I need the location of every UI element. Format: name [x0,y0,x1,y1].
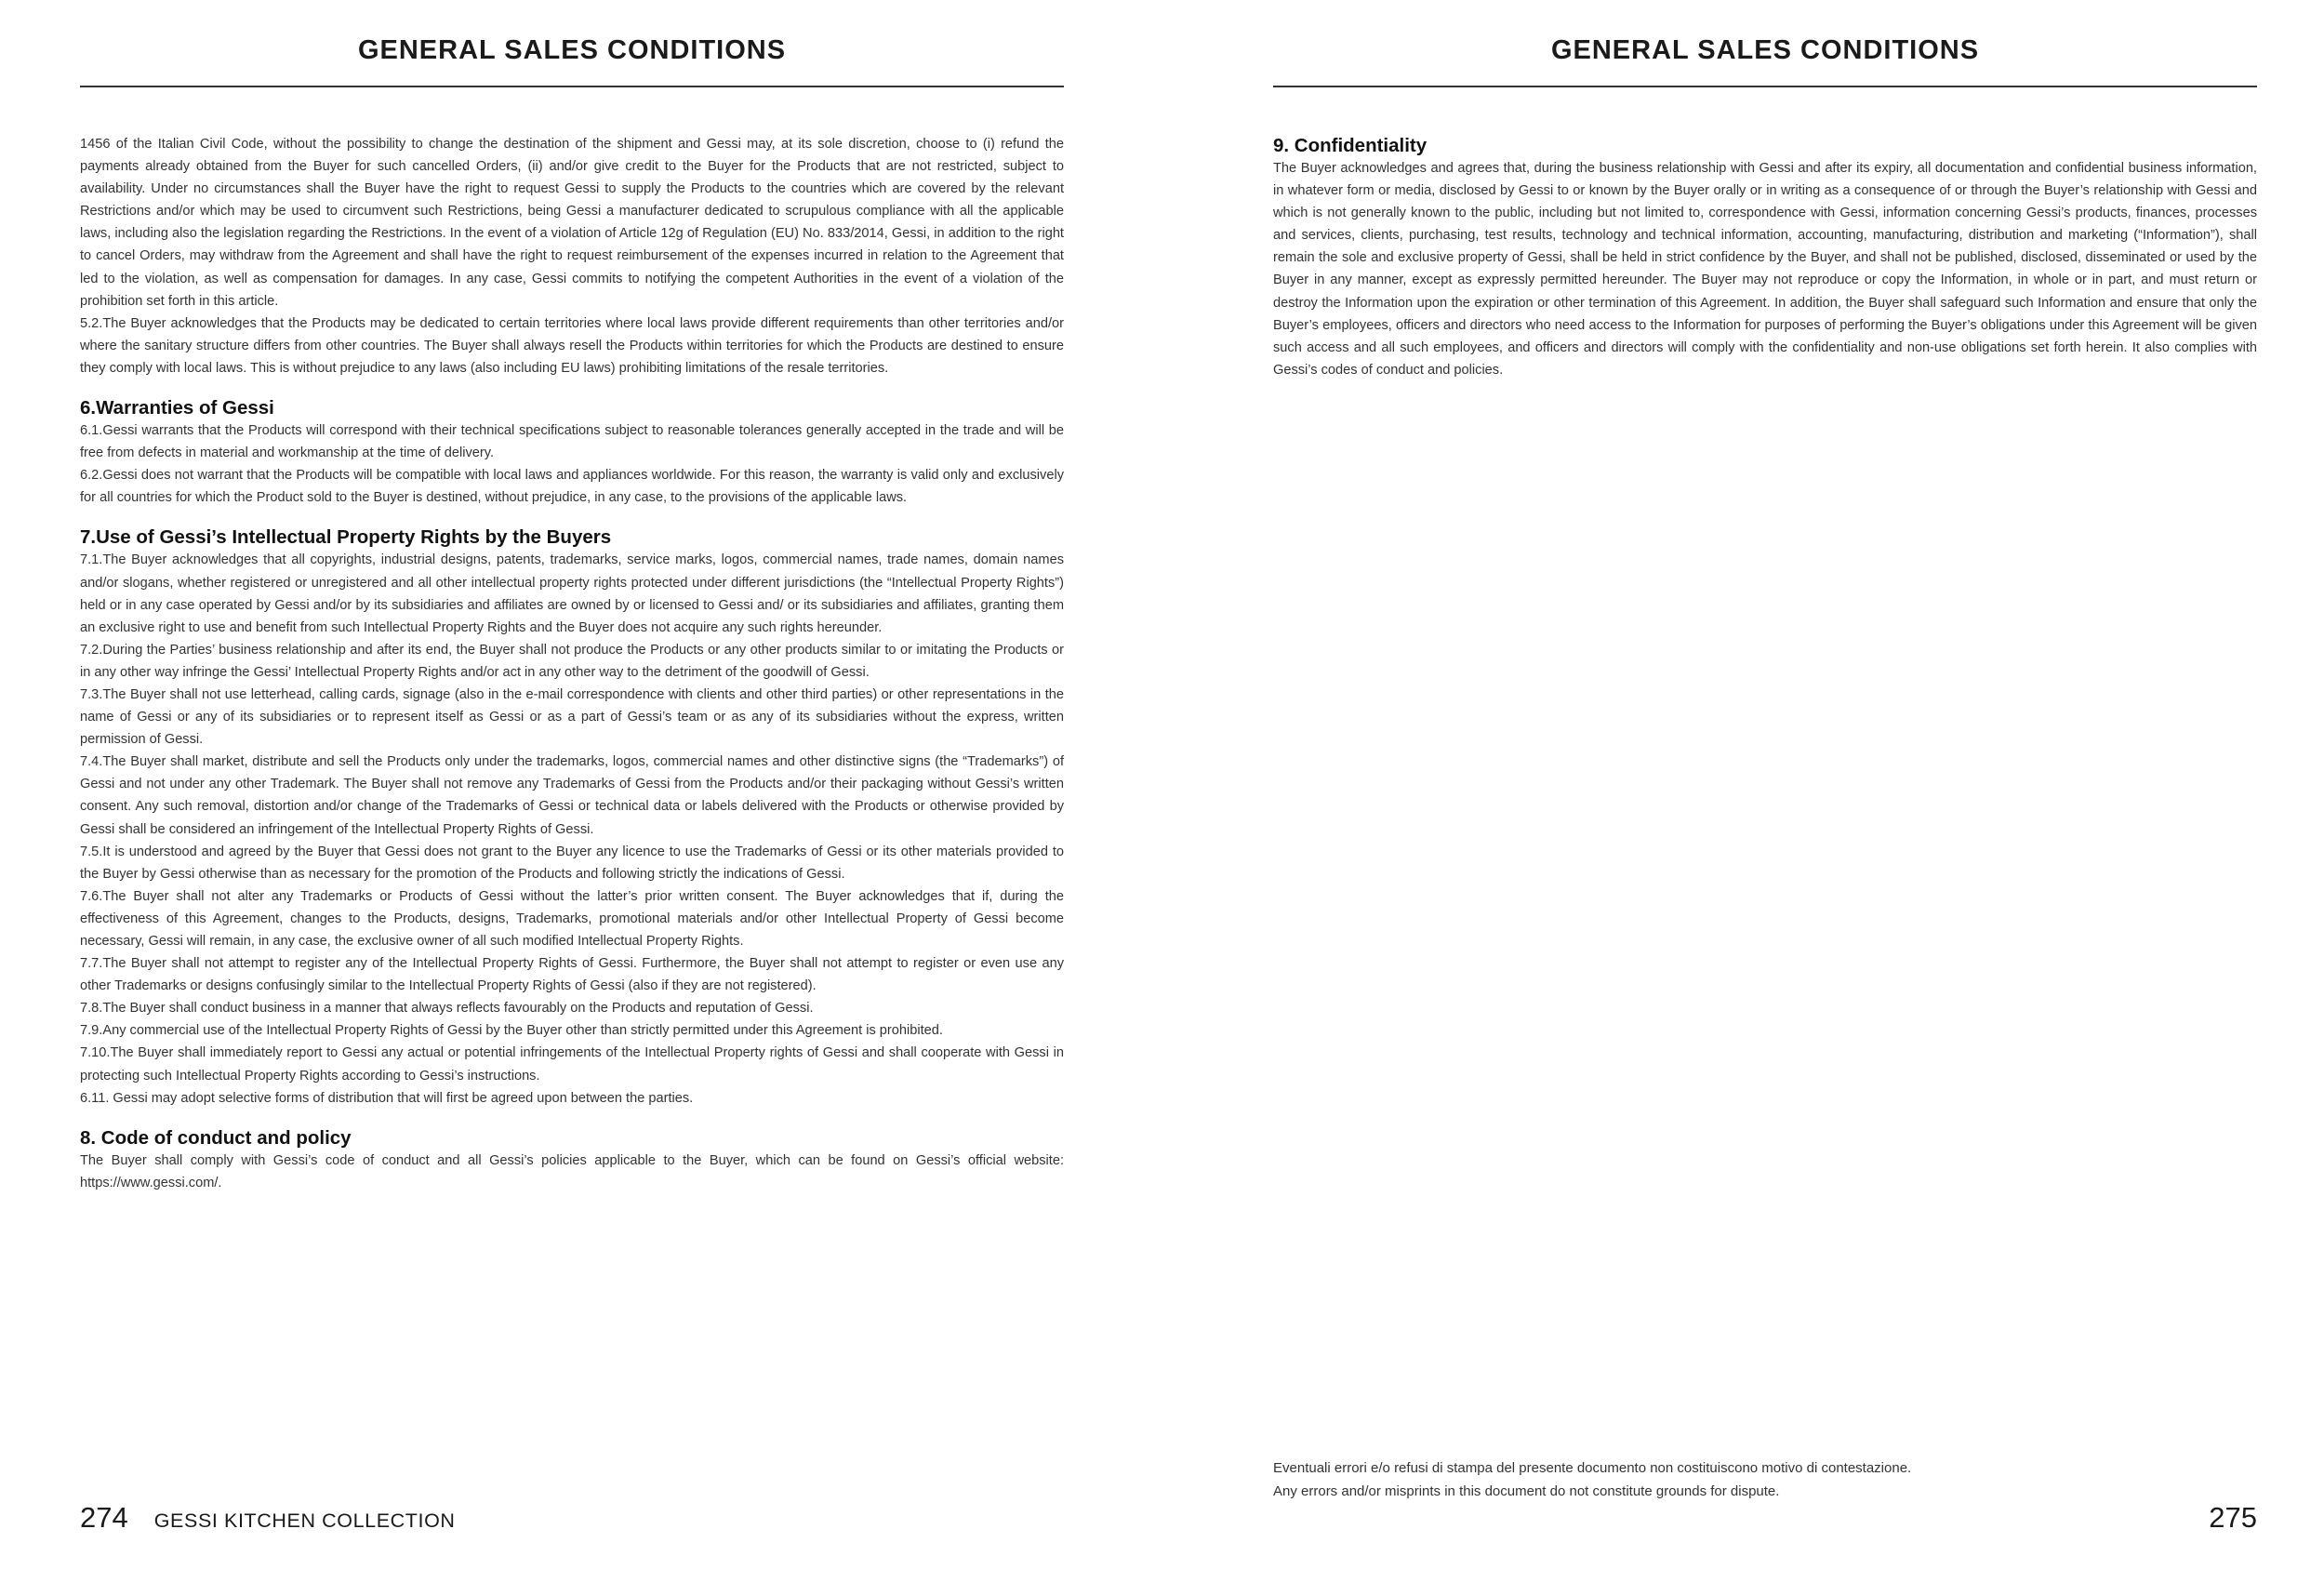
paragraph-9: The Buyer acknowledges and agrees that, during the business relationship with Gessi and after its expiry, all documentation and confidential business information, in whatever form or media, disclosed by Gessi to or known by the Buyer orally or in writing as a consequence of or through the Buyer’s relationship with Gessi and which is not generally known to the public, including but not limited to, correspondence with Gessi, information concerning Gessi’s products, finances, processes and services, clients, purchasing, test results, technology and technical information, accounting, manufacturing, distribution and marketing (“Information”), shall remain the sole and exclusive property of Gessi, shall be held in strict confidence by the Buyer, and shall not be published, disclosed, disseminated or used by the Buyer in any manner, except as expressly permitted hereunder. The Buyer may not reproduce or copy the Information, in whole or in part, and must return or destroy the Information upon the expiration or other termination of this Agreement. In addition, the Buyer shall safeguard such Information and ensure that only the Buyer’s employees, officers and directors who need access to the Information for purposes of performing the Buyer’s obligations under this Agreement will be given such access and all such employees, and officers and directors will comply with the confidentiality and non-use obligations set forth herein. It also complies with Gessi’s codes of conduct and policies. [1273,161,2257,378]
paragraph-6-1: 6.1.Gessi warrants that the Products will correspond with their technical specifications subject to reasonable tolerances generally accepted in the trade and will be free from defects in material and workmanship at the time of delivery. [80,423,1064,461]
collection-name: GESSI KITCHEN COLLECTION [153,1509,456,1532]
misprint-disclaimer [1273,1457,2257,1503]
paragraph-7-2: 7.2.During the Parties’ business relationship and after its end, the Buyer shall not produce the Products or any other products similar to or imitating the Products or in any other way infringe the Gessi’ Intellectual Property Rights and/or act in any other way to the detriment of the goodwill of Gessi. [80,642,1064,680]
disclaimer-english: Any errors and/or misprints in this document do not constitute grounds for dispute. [1273,1483,1780,1499]
paragraph-7-10: 7.10.The Buyer shall immediately report to Gessi any actual or potential infringements of the Intellectual Property rights of Gessi and shall cooperate with Gessi in protecting such Intellectual Property Rights according to Gessi’s instructions. [80,1045,1064,1084]
title-divider [1273,86,2257,87]
paragraph-7-3: 7.3.The Buyer shall not use letterhead, calling cards, signage (also in the e-mail correspondence with clients and other third parties) or other representations in the name of Gessi or any of its subsidiaries or to represent itself as Gessi or as a part of Gessi’s team or as any of its subsidiaries without the express, written permission of Gessi. [80,686,1064,748]
paragraph-8: The Buyer shall comply with Gessi’s code of conduct and all Gessi’s policies applicable to the Buyer, which can be found on Gessi’s official website: https://www.gessi.com/. [80,1152,1064,1190]
paragraph-7-7: 7.7.The Buyer shall not attempt to register any of the Intellectual Property Rights of Gessi. Furthermore, the Buyer shall not attempt to register or even use any other Trademarks or designs confusingly similar to the Intellectual Property Rights of Gessi (also if they are not registered). [80,956,1064,994]
section-heading-warranties: 6.Warranties of Gessi [80,397,274,419]
paragraph-5-2: 5.2.The Buyer acknowledges that the Products may be dedicated to certain territories where local laws provide different requirements than other territories and/or where the sanitary structure differs from other countries. The Buyer shall always resell the Products within territories for which the Products are destined to ensure they comply with local laws. This is without prejudice to any laws (also including EU laws) prohibiting limitations of the resale territories. [80,315,1064,376]
paragraph-7-8: 7.8.The Buyer shall conduct business in a manner that always reflects favourably on the Products and reputation of Gessi. [80,1001,814,1017]
disclaimer-italian: Eventuali errori e/o refusi di stampa del presente documento non costituiscono motivo di contestazione. [1273,1460,1912,1476]
right-page-content [1273,135,2257,381]
page-number: 275 [2209,1501,2257,1534]
right-page [1273,0,2257,1569]
section-heading-confidentiality: 9. Confidentiality [1273,135,1428,156]
page-number: 274 [80,1501,128,1534]
paragraph-7-9: 7.9.Any commercial use of the Intellectual Property Rights of Gessi by the Buyer other than strictly permitted under this Agreement is prohibited. [80,1023,943,1039]
paragraph-5-1-continued: 1456 of the Italian Civil Code, without the possibility to change the destination of the shipment and Gessi may, at its sole discretion, choose to (i) refund the payments already obtained from the Buyer for such cancelled Orders, (ii) and/or give credit to the Buyer for the Products that are not restricted, subject to availability. Under no circumstances shall the Buyer have the right to request Gessi to supply the Products to the countries which are covered by the relevant Restrictions and/or which may be used to circumvent such Restrictions, being Gessi a manufacturer dedicated to scrupulous compliance with all the applicable laws, including also the legislation regarding the Restrictions. In the event of a violation of Article 12g of Regulation (EU) No. 833/2014, Gessi, in addition to the right to cancel Orders, may withdraw from the Agreement and shall have the right to request reimbursement of the expenses incurred in relation to the Agreement that led to the violation, as well as compensation for damages. In any case, Gessi commits to notifying the competent Authorities in the event of a violation of the prohibition set forth in this article. [80,137,1064,309]
paragraph-7-4: 7.4.The Buyer shall market, distribute and sell the Products only under the trademarks, logos, commercial names and other distinctive signs (the “Trademarks”) of Gessi and not under any other Trademark. The Buyer shall not remove any Trademarks of Gessi from the Products and/or their packaging without Gessi’s written consent. Any such removal, distortion and/or change of the Trademarks of Gessi or technical data or labels delivered with the Products or otherwise provided by Gessi shall be considered an infringement of the Intellectual Property Rights of Gessi. [80,754,1064,837]
paragraph-7-5: 7.5.It is understood and agreed by the Buyer that Gessi does not grant to the Buyer any licence to use the Trademarks of Gessi or its other materials provided to the Buyer by Gessi otherwise than as necessary for the promotion of the Products and following strictly the indications of Gessi. [80,844,1064,882]
paragraph-6-11: 6.11. Gessi may adopt selective forms of distribution that will first be agreed upon between the parties. [80,1090,694,1106]
left-page-content [80,133,1064,1194]
paragraph-7-6: 7.6.The Buyer shall not alter any Trademarks or Products of Gessi without the latter’s prior written consent. The Buyer acknowledges that if, during the effectiveness of this Agreement, changes to the Products, designs, Trademarks, promotional materials and/or other Intellectual Property of Gessi become necessary, Gessi will remain, in any case, the exclusive owner of all such modified Intellectual Property Rights. [80,888,1064,949]
paragraph-6-2: 6.2.Gessi does not warrant that the Products will be compatible with local laws and appliances worldwide. For this reason, the warranty is valid only and exclusively for all countries for which the Product sold to the Buyer is destined, without prejudice, in any case, to the provisions of the applicable laws. [80,468,1064,506]
page-title: GENERAL SALES CONDITIONS [357,35,787,65]
page-title: GENERAL SALES CONDITIONS [1550,35,1980,65]
title-divider [80,86,1064,87]
page-footer [2209,1501,2257,1535]
left-page [80,0,1064,1569]
section-heading-intellectual-property: 7.Use of Gessi’s Intellectual Property Rights by the Buyers [80,526,612,549]
paragraph-7-1: 7.1.The Buyer acknowledges that all copyrights, industrial designs, patents, trademarks, service marks, logos, commercial names, trade names, domain names and/or slogans, whether registered or unregistered and all other intellectual property rights protected under different jurisdictions (the “Intellectual Property Rights”) held or in any case operated by Gessi and/or by its subsidiaries and affiliates are owned by or licensed to Gessi and/ or its subsidiaries and affiliates, granting them an exclusive right to use and benefit from such Intellectual Property Rights and the Buyer does not acquire any such rights hereunder. [80,552,1064,635]
section-heading-code-of-conduct: 8. Code of conduct and policy [80,1126,352,1149]
page-footer [80,1501,456,1535]
